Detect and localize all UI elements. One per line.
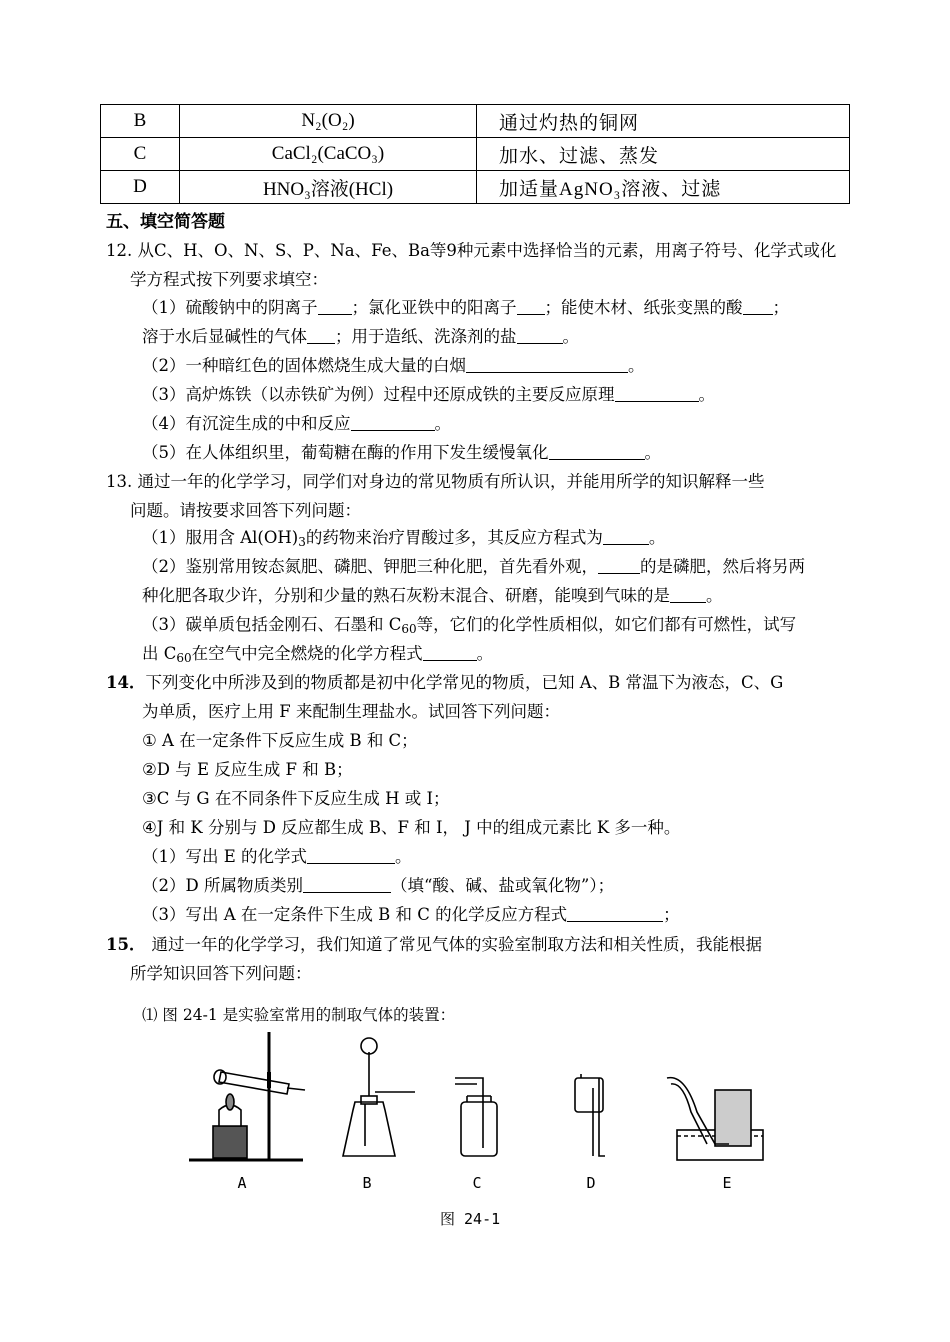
answer-blank[interactable] — [743, 298, 773, 315]
subscript: 60 — [401, 622, 417, 636]
figure-label: E — [722, 1174, 732, 1192]
table-row — [101, 138, 850, 171]
apparatus-c-icon — [455, 1078, 497, 1156]
figure-label: A — [237, 1174, 247, 1192]
answer-blank[interactable] — [303, 876, 391, 893]
q13-part3-cont — [142, 643, 493, 665]
q13-part1 — [142, 527, 665, 549]
answer-blank[interactable] — [307, 847, 395, 864]
q13-p3-text: （3）碳单质包括金刚石、石墨和 C — [142, 615, 402, 634]
q14-p1-text: （1）写出 E 的化学式 — [142, 847, 308, 866]
period: 。 — [698, 385, 715, 404]
figure-label: B — [362, 1174, 372, 1192]
figure-label: C — [472, 1174, 482, 1192]
semicolon: ； — [663, 905, 680, 924]
q15-part1: ⑴ 图 24-1 是实验室常用的制取气体的装置： — [142, 1006, 456, 1024]
q14-line2: 为单质，医疗上用 F 来配制生理盐水。试回答下列问题： — [142, 702, 560, 721]
section-title: 五、填空简答题 — [106, 212, 225, 232]
answer-blank[interactable] — [598, 557, 640, 574]
answer-blank[interactable] — [517, 298, 545, 315]
q13-line1: 13. 通过一年的化学学习，同学们对身边的常见物质有所认识，并能用所学的知识解释一些 — [106, 472, 765, 491]
q13-p2-text: 的是磷肥，然后将另两 — [640, 557, 805, 576]
q14-part1 — [142, 846, 412, 868]
q13-line2: 问题。请按要求回答下列问题： — [130, 501, 361, 520]
q12-line2: 学方程式按下列要求填空： — [130, 270, 328, 289]
q12-p1-text: ；氯化亚铁中的阳离子 — [351, 298, 517, 317]
q14-text: 下列变化中所涉及到的物质都是初中化学常见的物质，已知 A、B 常温下为液态，C、G — [145, 673, 784, 692]
question-number: 14． — [106, 673, 146, 692]
q12-p1-text: ；用于造纸、洗涤剂的盐 — [335, 327, 517, 346]
method-cell: 加适量AgNO₃溶液、过滤 — [477, 171, 850, 204]
q14-p3-text: （3）写出 A 在一定条件下生成 B 和 C 的化学反应方程式 — [142, 905, 568, 924]
period: 。 — [434, 414, 451, 433]
q13-p1-text: 的药物来治疗胃酸过多，其反应方程式为 — [305, 528, 603, 547]
period: 。 — [628, 356, 645, 375]
q12-p3-text: （3）高炉炼铁（以赤铁矿为例）过程中还原成铁的主要反应原理 — [142, 385, 615, 404]
q12-part4 — [142, 413, 451, 435]
q14-p2-text: （填“酸、碱、盐或氧化物”）； — [390, 876, 615, 895]
substance-cell: N₂(O₂) — [180, 105, 477, 138]
answer-blank[interactable] — [567, 905, 663, 922]
q12-p1-text: 。 — [562, 327, 579, 346]
answer-blank[interactable] — [517, 327, 563, 344]
q13-p2-text: 种化肥各取少许，分别和少量的熟石灰粉末混合、研磨，能嗅到气味的是 — [142, 586, 670, 605]
q12-p4-text: （4）有沉淀生成的中和反应 — [142, 414, 351, 433]
q14-line1 — [106, 672, 783, 694]
answer-blank[interactable] — [603, 528, 649, 545]
q13-p3-text: 出 C — [142, 644, 177, 663]
apparatus-b-icon — [343, 1038, 415, 1156]
apparatus-figure — [185, 1030, 785, 1200]
subscript: 3 — [298, 535, 306, 549]
subscript: 60 — [176, 651, 192, 665]
answer-blank[interactable] — [466, 356, 628, 373]
q12-part2 — [142, 355, 645, 377]
q12-p1-text: ； — [772, 298, 789, 317]
q12-p5-text: （5）在人体组织里，葡萄糖在酶的作用下发生缓慢氧化 — [142, 443, 549, 462]
q14-cond4: ④J 和 K 分别与 D 反应都生成 B、F 和 I， J 中的组成元素比 K 多一种。 — [142, 818, 681, 837]
q13-p2-text: （2）鉴别常用铵态氮肥、磷肥、钾肥三种化肥，首先看外观， — [142, 557, 598, 576]
question-number: 15． — [106, 935, 146, 954]
q14-part2 — [142, 875, 614, 897]
period: 。 — [648, 528, 666, 547]
q13-part3 — [142, 614, 796, 636]
q12-p2-text: （2）一种暗红色的固体燃烧生成大量的白烟 — [142, 356, 466, 375]
substance-cell: CaCl₂(CaCO₃) — [180, 138, 477, 171]
options-table — [100, 104, 850, 204]
q13-part2-cont — [142, 585, 723, 607]
q12-line1: 12. 从C、H、O、N、S、P、Na、Fe、Ba等9种元素中选择恰当的元素，用离子符号、化学式或化 — [106, 241, 837, 260]
answer-blank[interactable] — [307, 327, 335, 344]
substance-cell: HNO₃溶液(HCl) — [180, 171, 477, 204]
figure-label: D — [586, 1174, 596, 1192]
option-label: C — [101, 138, 180, 171]
table-row — [101, 105, 850, 138]
q13-p3-text: 在空气中完全燃烧的化学方程式 — [191, 644, 423, 663]
figure-caption: 图 24-1 — [440, 1210, 501, 1228]
q13-p3-text: 等，它们的化学性质相似，如它们都有可燃性，试写 — [416, 615, 797, 634]
q12-part3 — [142, 384, 715, 406]
table-row — [101, 171, 850, 204]
answer-blank[interactable] — [670, 586, 706, 603]
period: 。 — [706, 586, 723, 605]
q12-part5 — [142, 442, 661, 464]
q15-line1 — [106, 934, 762, 956]
q14-part3 — [142, 904, 680, 926]
q12-p1-text: 溶于水后显碱性的气体 — [142, 327, 307, 346]
q12-p1-text: （1）硫酸钠中的阴离子 — [142, 298, 318, 317]
q13-part2 — [142, 556, 805, 578]
answer-blank[interactable] — [615, 385, 699, 402]
q14-p2-text: （2）D 所属物质类别 — [142, 876, 303, 895]
period: 。 — [644, 443, 661, 462]
q14-cond1: ① A 在一定条件下反应生成 B 和 C； — [142, 731, 418, 750]
apparatus-e-icon — [667, 1078, 763, 1160]
answer-blank[interactable] — [423, 644, 477, 661]
q14-cond2: ②D 与 E 反应生成 F 和 B； — [142, 760, 353, 779]
option-label: D — [101, 171, 180, 204]
q12-part1-cont — [142, 326, 579, 348]
option-label: B — [101, 105, 180, 138]
answer-blank[interactable] — [549, 443, 645, 460]
q13-p1-text: （1）服用含 Al(OH) — [142, 528, 299, 547]
q15-text: 通过一年的化学学习，我们知道了常见气体的实验室制取方法和相关性质，我能根据 — [151, 935, 762, 954]
method-cell: 加水、过滤、蒸发 — [477, 138, 850, 171]
q15-line2: 所学知识回答下列问题： — [130, 964, 312, 983]
period: 。 — [395, 847, 412, 866]
q14-cond3: ③C 与 G 在不同条件下反应生成 H 或 I； — [142, 789, 450, 808]
apparatus-a-icon — [189, 1032, 305, 1160]
q12-p1-text: ；能使木材、纸张变黑的酸 — [544, 298, 743, 317]
apparatus-d-icon — [575, 1074, 605, 1156]
period: 。 — [476, 644, 494, 663]
q12-part1 — [142, 297, 789, 319]
answer-blank[interactable] — [318, 298, 352, 315]
method-cell: 通过灼热的铜网 — [477, 105, 850, 138]
answer-blank[interactable] — [351, 414, 435, 431]
